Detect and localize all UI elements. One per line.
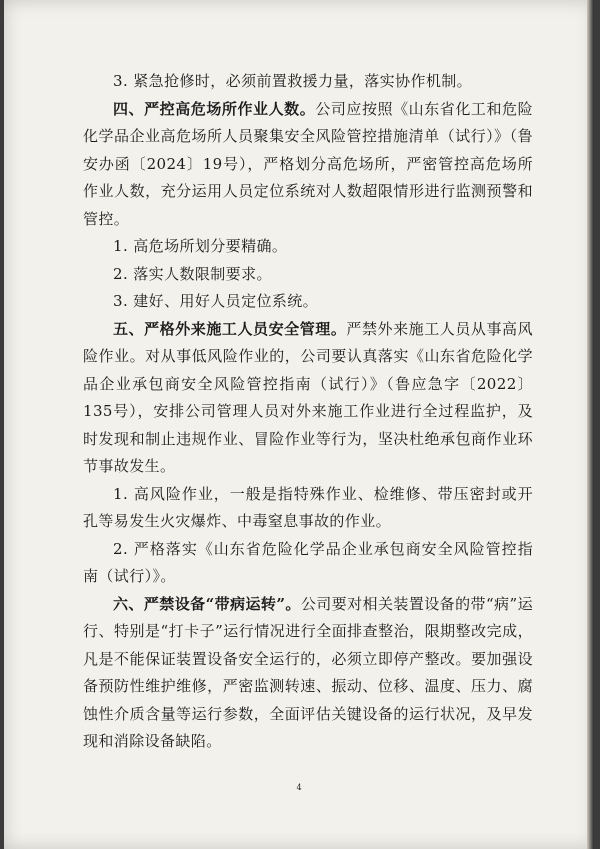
document-page [4, 0, 594, 849]
section-four-heading: 四、严控高危场所作业人数。 [113, 99, 316, 118]
paragraph-emergency-repair: 3. 紧急抢修时，必须前置救援力量，落实协作机制。 [113, 72, 473, 90]
section-four [83, 96, 533, 234]
item-high-risk-operation-definition: 1. 高风险作业，一般是指特殊作业、检维修、带压密封或开孔等易发生火灾爆炸、中毒窒息事故的作业。 [83, 484, 533, 530]
page-edge-shadow [587, 0, 594, 849]
item-high-risk-area-division: 1. 高危场所划分要精确。 [113, 237, 288, 255]
document-body [83, 68, 533, 756]
item-contractor-guideline: 2. 严格落实《山东省危险化学品企业承包商安全风险管控指南（试行）》。 [83, 539, 533, 585]
page-number: 4 [296, 783, 302, 792]
section-four-body: 公司应按照《山东省化工和危险化学品企业高危场所人员聚集安全风险管控措施清单（试行）》（鲁安办函〔2024〕19号），严格划分高危场所，严密管控高危场所作业人数，充分运用人员定位系统对人数超限情形进行监测预警和管控。 [83, 99, 533, 228]
section-five [83, 316, 533, 481]
section-six-heading: 六、严禁设备“带病运转”。 [113, 594, 301, 613]
item-headcount-limit: 2. 落实人数限制要求。 [113, 264, 272, 283]
section-five-heading: 五、严格外来施工人员安全管理。 [113, 319, 347, 338]
item-positioning-system: 3. 建好、用好人员定位系统。 [113, 292, 319, 310]
section-five-body: 严禁外来施工人员从事高风险作业。对从事低风险作业的，公司要认真落实《山东省危险化学品企业承包商安全风险管控指南（试行）》（鲁应急字〔2022〕135号），安排公司管理人员对外来施工作业进行全过程监护，及时发现和制止违规作业、冒险作业等行为，坚决杜绝承包商作业环节事故发生。 [83, 319, 533, 475]
section-six-body: 公司要对相关装置设备的带“病”运行、特别是“打卡子”运行情况进行全面排查整治，限期整改完成，凡是不能保证装置设备安全运行的，必须立即停产整改。要加强设备预防性维护维修，严密监测转速、振动、位移、温度、压力、腐蚀性介质含量等运行参数，全面评估关键设备的运行状况，及早发现和消除设备缺陷。 [83, 594, 533, 750]
section-six [83, 591, 533, 756]
